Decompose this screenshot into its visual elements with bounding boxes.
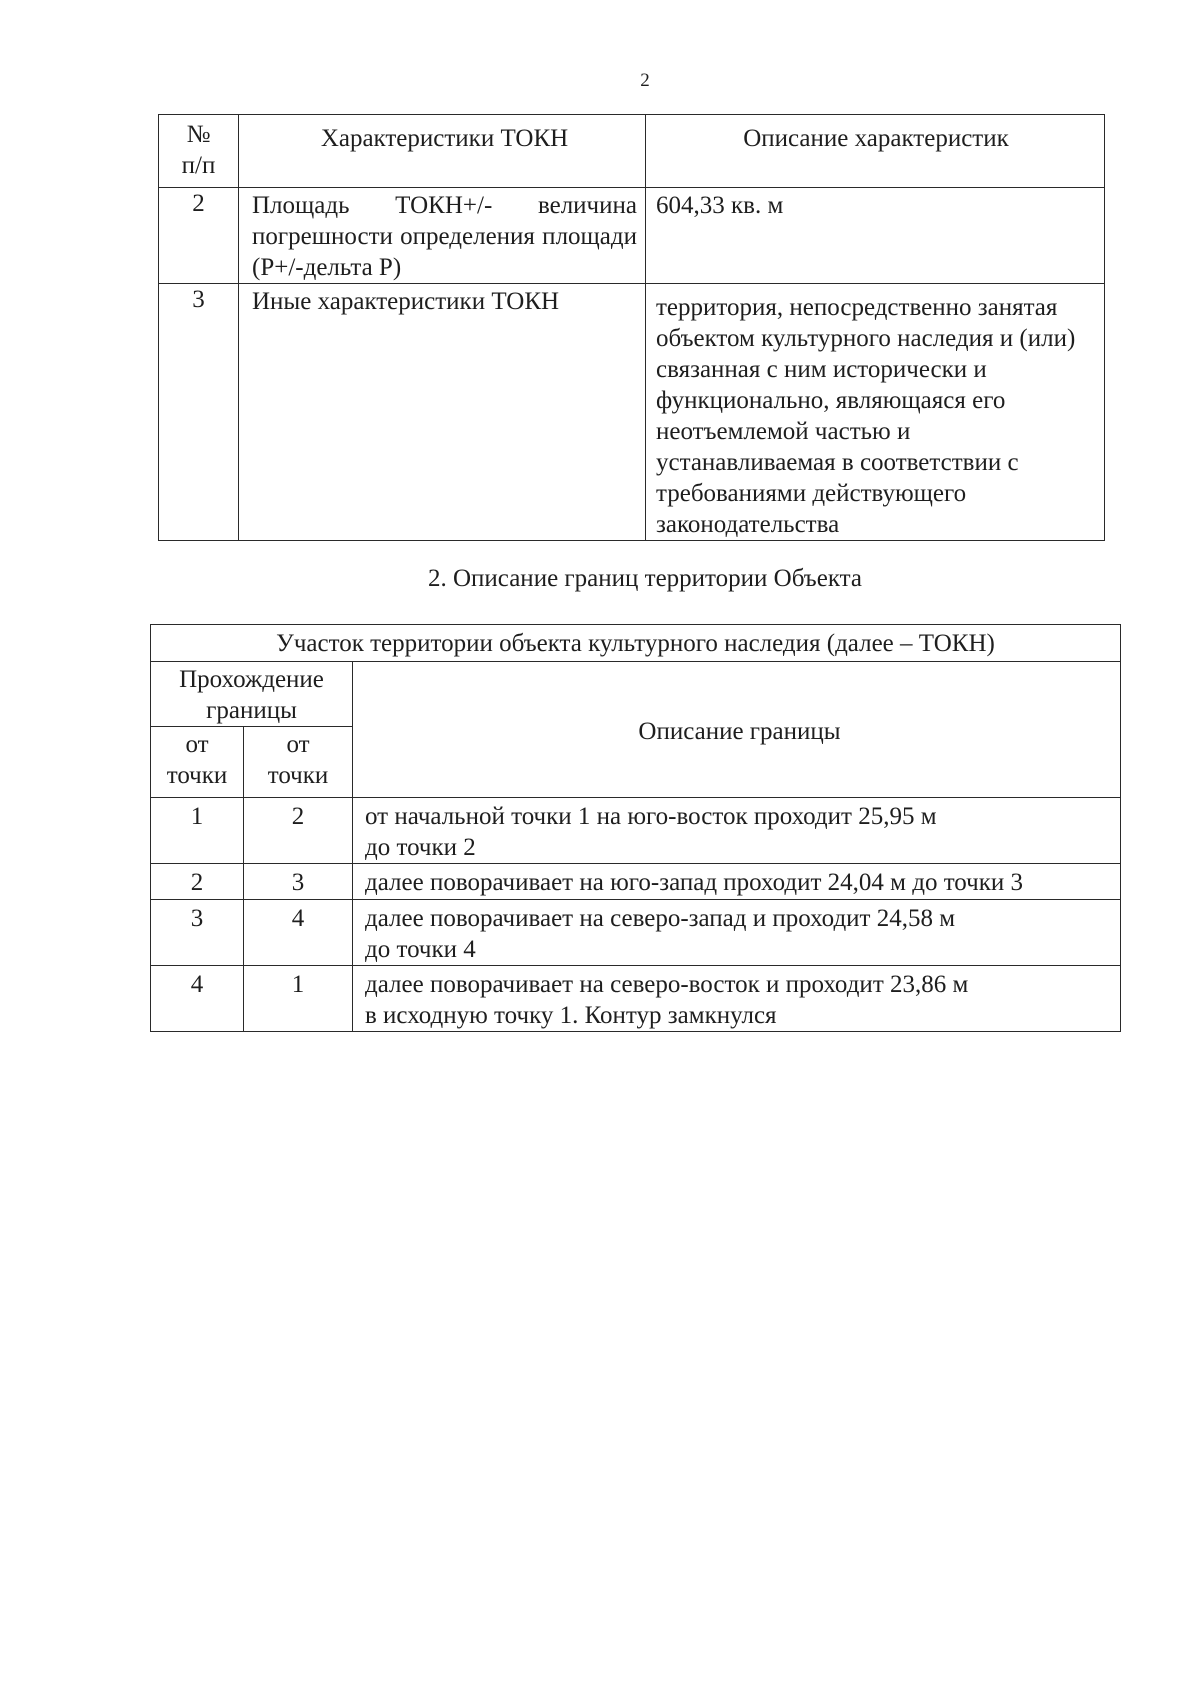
header-description: Описание характеристик	[646, 115, 1105, 188]
boundary-description-cell	[353, 798, 1121, 864]
table-row	[151, 966, 1121, 1032]
table-title-row	[151, 625, 1121, 662]
header-passage	[151, 662, 353, 727]
page-number: 2	[640, 70, 650, 91]
boundary-description-line: далее поворачивает на северо-восток и проходит 23,86 м	[365, 971, 969, 998]
table-row	[159, 284, 1105, 541]
table-row	[151, 798, 1121, 864]
row-number: 2	[159, 188, 239, 284]
header-to-line: от	[286, 731, 310, 758]
table-header-row	[159, 115, 1105, 188]
to-point-cell: 1	[244, 966, 353, 1032]
header-number-symbol: №	[186, 121, 211, 148]
boundary-description-line: до точки 4	[365, 936, 476, 963]
description-line: требованиями действующего	[656, 480, 967, 507]
table-row	[151, 864, 1121, 900]
table-row	[151, 900, 1121, 966]
boundary-description-line: в исходную точку 1. Контур замкнулся	[365, 1002, 777, 1029]
header-passage-line: границы	[206, 697, 297, 724]
description-line: законодательства	[656, 511, 840, 538]
boundary-description-cell	[353, 864, 1121, 900]
table-row	[159, 188, 1105, 284]
characteristics-table	[158, 114, 1105, 541]
header-number	[159, 115, 239, 188]
header-to-point	[244, 727, 353, 798]
to-point-cell: 3	[244, 864, 353, 900]
header-from-line: от	[185, 731, 209, 758]
to-point-cell: 4	[244, 900, 353, 966]
description-line: связанная с ним исторически и	[656, 356, 987, 383]
boundary-description-line: от начальной точки 1 на юго-восток проходит 25,95 м	[365, 803, 937, 830]
table-header-row	[151, 662, 1121, 727]
characteristic-cell: Иные характеристики ТОКН	[239, 284, 646, 541]
to-point-cell: 2	[244, 798, 353, 864]
header-boundary-description: Описание границы	[353, 662, 1121, 798]
description-line: объектом культурного наследия и (или)	[656, 325, 1076, 352]
description-line: неотъемлемой частью и	[656, 418, 911, 445]
header-characteristic: Характеристики ТОКН	[239, 115, 646, 188]
characteristic-cell: Площадь ТОКН+/- величина погрешности определения площади (Р+/-дельта Р)	[239, 188, 646, 284]
plot-title: Участок территории объекта культурного наследия (далее – ТОКН)	[151, 625, 1121, 662]
description-line: территория, непосредственно занятая	[656, 294, 1058, 321]
boundary-description-line: далее поворачивает на северо-запад и проходит 24,58 м	[365, 905, 956, 932]
description-cell	[646, 284, 1105, 541]
description-line: устанавливаемая в соответствии с	[656, 449, 1019, 476]
from-point-cell: 2	[151, 864, 244, 900]
header-to-line: точки	[267, 762, 329, 789]
row-number: 3	[159, 284, 239, 541]
header-passage-line: Прохождение	[179, 666, 324, 693]
section-heading: 2. Описание границ территории Объекта	[428, 565, 862, 592]
header-from-point	[151, 727, 244, 798]
header-from-line: точки	[166, 762, 228, 789]
boundary-description-line: до точки 2	[365, 834, 476, 861]
boundary-description-cell	[353, 900, 1121, 966]
from-point-cell: 4	[151, 966, 244, 1032]
boundary-description-cell	[353, 966, 1121, 1032]
from-point-cell: 1	[151, 798, 244, 864]
description-cell: 604,33 кв. м	[646, 188, 1105, 284]
description-line: функционально, являющаяся его	[656, 387, 1006, 414]
header-number-abbrev: п/п	[181, 152, 216, 179]
from-point-cell: 3	[151, 900, 244, 966]
boundaries-table	[150, 624, 1121, 1032]
boundary-description-line: далее поворачивает на юго-запад проходит 24,04 м до точки 3	[365, 869, 1023, 896]
